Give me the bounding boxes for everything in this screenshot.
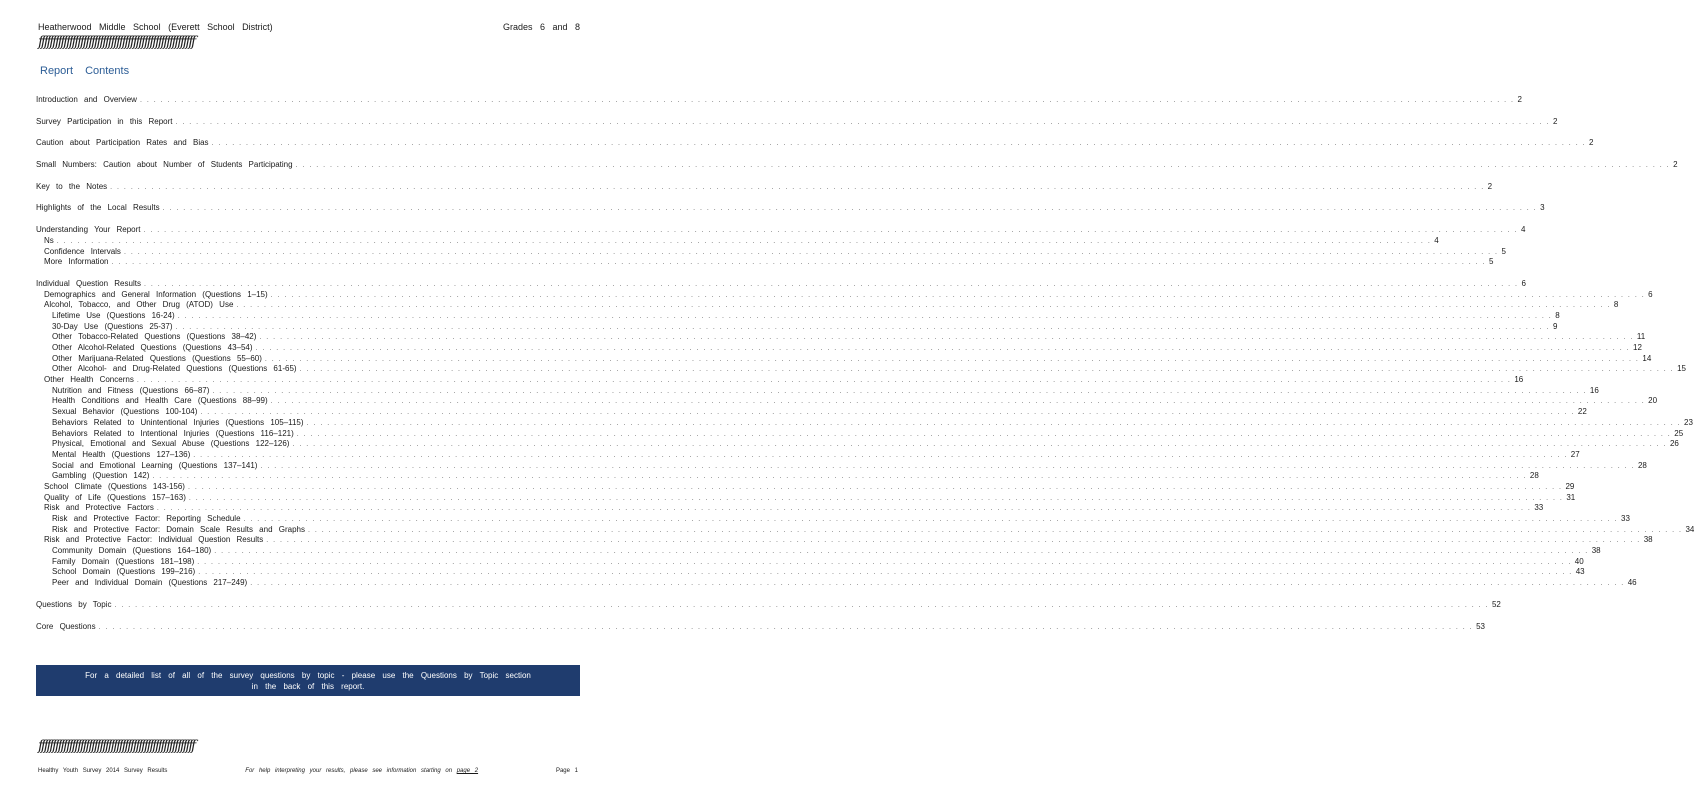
toc-entry-page: 2 — [1517, 95, 1522, 104]
toc-entry[interactable] — [36, 375, 1524, 386]
toc-entry-page: 46 — [1627, 578, 1637, 588]
footer-page-link[interactable]: page 2 — [456, 768, 479, 774]
toc-dot-leader: . . . . . . . . . . . . . . . . . . . . . . . . . . . . . . . . . . . . . . . . . . . . . . . . . . . . . . . . . . . . . . . . . . . . . . . . . . . . . . . . . . . . . . . . . . . . . . . . . . . . . . . . . . . . . . . . . . . . . . . . . . . . . . . . . . . . . . . . . . . . . . . . . . . . . . . . . . . . . . . . . . . . . . . . . . . . . . . . . . . . . . . . . . . . . . . . . . . . . . . . — [211, 140, 1587, 148]
toc-entry-page: 25 — [1674, 428, 1684, 438]
toc-dot-leader: . . . . . . . . . . . . . . . . . . . . . . . . . . . . . . . . . . . . . . . . . . . . . . . . . . . . . . . . . . . . . . . . . . . . . . . . . . . . . . . . . . . . . . . . . . . . . . . . . . . . . . . . . . . . . . . . . . . . . . . . . . . . . . . . . . . . . . . . . . . . . . . . . . . . . . . . . . . . . . . . . . . . . . . . . . . . . . . . . . . . . . . . . . . . . . . . . . . . . . . . — [197, 558, 1572, 566]
toc-dot-leader: . . . . . . . . . . . . . . . . . . . . . . . . . . . . . . . . . . . . . . . . . . . . . . . . . . . . . . . . . . . . . . . . . . . . . . . . . . . . . . . . . . . . . . . . . . . . . . . . . . . . . . . . . . . . . . . . . . . . . . . . . . . . . . . . . . . . . . . . . . . . . . . . . . . . . . . . . . . . . . . . . . . . . . . . . . . . . . . . . . . . . . . . . . . . . . . . . . . . . . . . — [175, 118, 1550, 126]
toc-entry-title: Small Numbers: Caution about Number of Students Participating — [36, 160, 293, 170]
toc-entry-page: 14 — [1642, 353, 1652, 363]
toc-dot-leader: . . . . . . . . . . . . . . . . . . . . . . . . . . . . . . . . . . . . . . . . . . . . . . . . . . . . . . . . . . . . . . . . . . . . . . . . . . . . . . . . . . . . . . . . . . . . . . . . . . . . . . . . . . . . . . . . . . . . . . . . . . . . . . . . . . . . . . . . . . . . . . . . . . . . . . . . . . . . . . . . . . . . . . . . . . . . . . . . . . . . . . . . . . . . . . . . . . . . . . . . — [110, 183, 1485, 191]
toc-entry-title: School Climate (Questions 143-156) — [44, 481, 185, 491]
toc-entry-title: 30-Day Use (Questions 25-37) — [52, 321, 173, 331]
toc-dot-leader: . . . . . . . . . . . . . . . . . . . . . . . . . . . . . . . . . . . . . . . . . . . . . . . . . . . . . . . . . . . . . . . . . . . . . . . . . . . . . . . . . . . . . . . . . . . . . . . . . . . . . . . . . . . . . . . . . . . . . . . . . . . . . . . . . . . . . . . . . . . . . . . . . . . . . . . . . . . . . . . . . . . . . . . . . . . . . . . . . . . . . . . . . . . . . . . . . . . . . . . . — [212, 387, 1587, 395]
toc-entry[interactable] — [36, 449, 1580, 461]
toc-dot-leader: . . . . . . . . . . . . . . . . . . . . . . . . . . . . . . . . . . . . . . . . . . . . . . . . . . . . . . . . . . . . . . . . . . . . . . . . . . . . . . . . . . . . . . . . . . . . . . . . . . . . . . . . . . . . . . . . . . . . . . . . . . . . . . . . . . . . . . . . . . . . . . . . . . . . . . . . . . . . . . . . . . . . . . . . . . . . . . . . . . . . . . . . . . . . . . . . . . . . . . . . — [270, 398, 1646, 406]
page-header — [38, 22, 580, 32]
toc-entry[interactable] — [36, 278, 1526, 290]
toc-dot-leader: . . . . . . . . . . . . . . . . . . . . . . . . . . . . . . . . . . . . . . . . . . . . . . . . . . . . . . . . . . . . . . . . . . . . . . . . . . . . . . . . . . . . . . . . . . . . . . . . . . . . . . . . . . . . . . . . . . . . . . . . . . . . . . . . . . . . . . . . . . . . . . . . . . . . . . . . . . . . . . . . . . . . . . . . . . . . . . . . . . . . . . . . . . . . . . . . . . . . . . . . — [111, 259, 1486, 267]
toc-entry[interactable] — [36, 385, 1599, 397]
toc-entry[interactable] — [36, 310, 1560, 322]
toc-entry-title: Gambling (Question 142) — [52, 471, 150, 481]
toc-entry-title: Peer and Individual Domain (Questions 217–249) — [52, 578, 248, 588]
toc-entry[interactable] — [36, 396, 1658, 407]
toc-entry-title: Risk and Protective Factor: Reporting Schedule — [52, 514, 241, 523]
toc-entry-title: Health Conditions and Health Care (Questions 88–99) — [52, 396, 268, 406]
toc-entry-title: Other Health Concerns — [44, 375, 134, 385]
toc-entry[interactable] — [36, 503, 1544, 514]
toc-entry[interactable] — [36, 567, 1585, 578]
toc-dot-leader: . . . . . . . . . . . . . . . . . . . . . . . . . . . . . . . . . . . . . . . . . . . . . . . . . . . . . . . . . . . . . . . . . . . . . . . . . . . . . . . . . . . . . . . . . . . . . . . . . . . . . . . . . . . . . . . . . . . . . . . . . . . . . . . . . . . . . . . . . . . . . . . . . . . . . . . . . . . . . . . . . . . . . . . . . . . . . . . . . . . . . . . . . . . . . . . . . . . . . . . . — [143, 227, 1519, 235]
toc-dot-leader: . . . . . . . . . . . . . . . . . . . . . . . . . . . . . . . . . . . . . . . . . . . . . . . . . . . . . . . . . . . . . . . . . . . . . . . . . . . . . . . . . . . . . . . . . . . . . . . . . . . . . . . . . . . . . . . . . . . . . . . . . . . . . . . . . . . . . . . . . . . . . . . . . . . . . . . . . . . . . . . . . . . . . . . . . . . . . . . . . . . . . . . . . . . . . . . . . . . . . . . . — [198, 569, 1573, 577]
toc-entry[interactable] — [36, 332, 1646, 343]
toc-entry-title: Risk and Protective Factors — [44, 503, 154, 513]
toc-dot-leader: . . . . . . . . . . . . . . . . . . . . . . . . . . . . . . . . . . . . . . . . . . . . . . . . . . . . . . . . . . . . . . . . . . . . . . . . . . . . . . . . . . . . . . . . . . . . . . . . . . . . . . . . . . . . . . . . . . . . . . . . . . . . . . . . . . . . . . . . . . . . . . . . . . . . . . . . . . . . . . . . . . . . . . . . . . . . . . . . . . . . . . . . . . . . . . . . . . . . . . . . — [152, 473, 1527, 481]
toc-entry[interactable] — [36, 621, 1485, 633]
toc-entry-title: Caution about Participation Rates and Bias — [36, 138, 209, 148]
toc-dot-leader: . . . . . . . . . . . . . . . . . . . . . . . . . . . . . . . . . . . . . . . . . . . . . . . . . . . . . . . . . . . . . . . . . . . . . . . . . . . . . . . . . . . . . . . . . . . . . . . . . . . . . . . . . . . . . . . . . . . . . . . . . . . . . . . . . . . . . . . . . . . . . . . . . . . . . . . . . . . . . . . . . . . . . . . . . . . . . . . . . . . . . . . . . . . . . . . . . . . . . . . . — [187, 483, 1563, 491]
toc-entry-title: Behaviors Related to Intentional Injuries (Questions 116–121) — [52, 428, 294, 438]
toc-entry-page: 20 — [1648, 396, 1658, 406]
toc-entry-title: Introduction and Overview — [36, 95, 137, 104]
toc-dot-leader: . . . . . . . . . . . . . . . . . . . . . . . . . . . . . . . . . . . . . . . . . . . . . . . . . . . . . . . . . . . . . . . . . . . . . . . . . . . . . . . . . . . . . . . . . . . . . . . . . . . . . . . . . . . . . . . . . . . . . . . . . . . . . . . . . . . . . . . . . . . . . . . . . . . . . . . . . . . . . . . . . . . . . . . . . . . . . . . . . . . . . . . . . . . . . . . . . . . . . . . . — [306, 419, 1682, 427]
toc-entry-page: 40 — [1574, 556, 1584, 566]
toc-entry[interactable] — [36, 203, 1545, 214]
toc-dot-leader: . . . . . . . . . . . . . . . . . . . . . . . . . . . . . . . . . . . . . . . . . . . . . . . . . . . . . . . . . . . . . . . . . . . . . . . . . . . . . . . . . . . . . . . . . . . . . . . . . . . . . . . . . . . . . . . . . . . . . . . . . . . . . . . . . . . . . . . . . . . . . . . . . . . . . . . . . . . . . . . . . . . . . . . . . . . . . . . . . . . . . . . . . . . . . . . . . . . . . . . . — [175, 323, 1550, 331]
toc-entry[interactable] — [36, 246, 1506, 258]
toc-entry[interactable] — [36, 364, 1686, 375]
toc-entry-title: Core Questions — [36, 621, 96, 631]
toc-entry[interactable] — [36, 321, 1558, 333]
toc-entry-page: 43 — [1575, 567, 1585, 577]
toc-entry-page: 4 — [1521, 225, 1526, 235]
toc-entry-title: Quality of Life (Questions 157–163) — [44, 492, 186, 502]
toc-dot-leader: . . . . . . . . . . . . . . . . . . . . . . . . . . . . . . . . . . . . . . . . . . . . . . . . . . . . . . . . . . . . . . . . . . . . . . . . . . . . . . . . . . . . . . . . . . . . . . . . . . . . . . . . . . . . . . . . . . . . . . . . . . . . . . . . . . . . . . . . . . . . . . . . . . . . . . . . . . . . . . . . . . . . . . . . . . . . . . . . . . . . . . . . . . . . . . . . . . . . . . . . — [188, 494, 1564, 502]
toc-entry-title: Behaviors Related to Unintentional Injuries (Questions 105–115) — [52, 417, 304, 427]
toc-dot-leader: . . . . . . . . . . . . . . . . . . . . . . . . . . . . . . . . . . . . . . . . . . . . . . . . . . . . . . . . . . . . . . . . . . . . . . . . . . . . . . . . . . . . . . . . . . . . . . . . . . . . . . . . . . . . . . . . . . . . . . . . . . . . . . . . . . . . . . . . . . . . . . . . . . . . . . . . . . . . . . . . . . . . . . . . . . . . . . . . . . . . . . . . . . . . . . . . . . . . . . . . — [193, 451, 1568, 459]
toc-entry-page: 5 — [1501, 246, 1506, 256]
toc-entry[interactable] — [36, 524, 1694, 536]
toc-entry-page: 8 — [1555, 310, 1560, 320]
toc-entry-title: Alcohol, Tobacco, and Other Drug (ATOD) Use — [44, 300, 234, 310]
toc-entry-title: Physical, Emotional and Sexual Abuse (Questions 122–126) — [52, 439, 290, 449]
toc-entry-page: 12 — [1633, 343, 1642, 352]
banner-line-2: in the back of this report. — [251, 681, 365, 691]
toc-entry-title: Lifetime Use (Questions 16-24) — [52, 310, 175, 320]
toc-dot-leader: . . . . . . . . . . . . . . . . . . . . . . . . . . . . . . . . . . . . . . . . . . . . . . . . . . . . . . . . . . . . . . . . . . . . . . . . . . . . . . . . . . . . . . . . . . . . . . . . . . . . . . . . . . . . . . . . . . . . . . . . . . . . . . . . . . . . . . . . . . . . . . . . . . . . . . . . . . . . . . . . . . . . . . . . . . . . . . . . . . . . . . . . . . . . . . . . . . . . . . . . — [307, 526, 1683, 534]
toc-entry-page: 9 — [1553, 321, 1558, 331]
toc-dot-leader: . . . . . . . . . . . . . . . . . . . . . . . . . . . . . . . . . . . . . . . . . . . . . . . . . . . . . . . . . . . . . . . . . . . . . . . . . . . . . . . . . . . . . . . . . . . . . . . . . . . . . . . . . . . . . . . . . . . . . . . . . . . . . . . . . . . . . . . . . . . . . . . . . . . . . . . . . . . . . . . . . . . . . . . . . . . . . . . . . . . . . . . . . . . . . . . . . . . . . . . . — [260, 462, 1635, 470]
toc-entry[interactable] — [36, 257, 1494, 268]
toc-entry[interactable] — [36, 160, 1678, 171]
toc-entry[interactable] — [36, 578, 1637, 589]
toc-entry-page: 23 — [1684, 417, 1693, 427]
toc-entry-title: Family Domain (Questions 181–198) — [52, 556, 195, 566]
toc-entry-page: 16 — [1589, 385, 1599, 395]
toc-entry-page: 22 — [1577, 407, 1587, 417]
toc-entry-page: 15 — [1677, 364, 1686, 374]
toc-dot-leader: . . . . . . . . . . . . . . . . . . . . . . . . . . . . . . . . . . . . . . . . . . . . . . . . . . . . . . . . . . . . . . . . . . . . . . . . . . . . . . . . . . . . . . . . . . . . . . . . . . . . . . . . . . . . . . . . . . . . . . . . . . . . . . . . . . . . . . . . . . . . . . . . . . . . . . . . . . . . . . . . . . . . . . . . . . . . . . . . . . . . . . . . . . . . . . . . . . . . . . . . — [98, 623, 1474, 631]
toc-entry-title: Other Tobacco-Related Questions (Questions 38–42) — [52, 332, 257, 342]
toc-dot-leader: . . . . . . . . . . . . . . . . . . . . . . . . . . . . . . . . . . . . . . . . . . . . . . . . . . . . . . . . . . . . . . . . . . . . . . . . . . . . . . . . . . . . . . . . . . . . . . . . . . . . . . . . . . . . . . . . . . . . . . . . . . . . . . . . . . . . . . . . . . . . . . . . . . . . . . . . . . . . . . . . . . . . . . . . . . . . . . . . . . . . . . . . . . . . . . . . . . . . . . . . — [56, 237, 1432, 245]
toc-entry[interactable] — [36, 353, 1652, 365]
toc-entry-title: More Information — [44, 257, 109, 267]
toc-dot-leader: . . . . . . . . . . . . . . . . . . . . . . . . . . . . . . . . . . . . . . . . . . . . . . . . . . . . . . . . . . . . . . . . . . . . . . . . . . . . . . . . . . . . . . . . . . . . . . . . . . . . . . . . . . . . . . . . . . . . . . . . . . . . . . . . . . . . . . . . . . . . . . . . . . . . . . . . . . . . . . . . . . . . . . . . . . . . . . . . . . . . . . . . . . . . . . . . . . . . . . . . — [114, 601, 1489, 609]
toc-dot-leader: . . . . . . . . . . . . . . . . . . . . . . . . . . . . . . . . . . . . . . . . . . . . . . . . . . . . . . . . . . . . . . . . . . . . . . . . . . . . . . . . . . . . . . . . . . . . . . . . . . . . . . . . . . . . . . . . . . . . . . . . . . . . . . . . . . . . . . . . . . . . . . . . . . . . . . . . . . . . . . . . . . . . . . . . . . . . . . . . . . . . . . . . . . . . . . . . . . . . . . . . — [156, 505, 1532, 513]
toc-entry-title: Nutrition and Fitness (Questions 66–87) — [52, 385, 210, 395]
toc-entry-title: Highlights of the Local Results — [36, 203, 160, 213]
toc-entry-page: 29 — [1565, 481, 1575, 491]
toc-entry-title: Community Domain (Questions 164–180) — [52, 546, 212, 556]
toc-dot-leader: . . . . . . . . . . . . . . . . . . . . . . . . . . . . . . . . . . . . . . . . . . . . . . . . . . . . . . . . . . . . . . . . . . . . . . . . . . . . . . . . . . . . . . . . . . . . . . . . . . . . . . . . . . . . . . . . . . . . . . . . . . . . . . . . . . . . . . . . . . . . . . . . . . . . . . . . . . . . . . . . . . . . . . . . . . . . . . . . . . . . . . . . . . . . . . . . . . . . . . . . — [296, 430, 1672, 438]
toc-entry[interactable] — [36, 514, 1630, 525]
toc-entry[interactable] — [36, 599, 1501, 611]
toc-dot-leader: . . . . . . . . . . . . . . . . . . . . . . . . . . . . . . . . . . . . . . . . . . . . . . . . . . . . . . . . . . . . . . . . . . . . . . . . . . . . . . . . . . . . . . . . . . . . . . . . . . . . . . . . . . . . . . . . . . . . . . . . . . . . . . . . . . . . . . . . . . . . . . . . . . . . . . . . . . . . . . . . . . . . . . . . . . . . . . . . . . . . . . . . . . . . . . . . . . . . . . . . — [292, 441, 1667, 449]
toc-entry-page: 52 — [1491, 599, 1501, 609]
toc-dot-leader: . . . . . . . . . . . . . . . . . . . . . . . . . . . . . . . . . . . . . . . . . . . . . . . . . . . . . . . . . . . . . . . . . . . . . . . . . . . . . . . . . . . . . . . . . . . . . . . . . . . . . . . . . . . . . . . . . . . . . . . . . . . . . . . . . . . . . . . . . . . . . . . . . . . . . . . . . . . . . . . . . . . . . . . . . . . . . . . . . . . . . . . . . . . . . . . . . . . . . . . . — [236, 302, 1611, 310]
toc-dot-leader: . . . . . . . . . . . . . . . . . . . . . . . . . . . . . . . . . . . . . . . . . . . . . . . . . . . . . . . . . . . . . . . . . . . . . . . . . . . . . . . . . . . . . . . . . . . . . . . . . . . . . . . . . . . . . . . . . . . . . . . . . . . . . . . . . . . . . . . . . . . . . . . . . . . . . . . . . . . . . . . . . . . . . . . . . . . . . . . . . . . . . . . . . . . . . . . . . . . . . . . . — [214, 548, 1589, 556]
footer-survey-title: Healthy Youth Survey 2014 Survey Results — [38, 768, 168, 774]
toc-entry-page: 6 — [1521, 278, 1526, 288]
toc-entry-page: 11 — [1636, 332, 1646, 342]
toc-entry[interactable] — [36, 95, 1522, 106]
school-name: Heatherwood Middle School (Everett School District) — [38, 22, 273, 32]
toc-dot-leader: . . . . . . . . . . . . . . . . . . . . . . . . . . . . . . . . . . . . . . . . . . . . . . . . . . . . . . . . . . . . . . . . . . . . . . . . . . . . . . . . . . . . . . . . . . . . . . . . . . . . . . . . . . . . . . . . . . . . . . . . . . . . . . . . . . . . . . . . . . . . . . . . . . . . . . . . . . . . . . . . . . . . . . . . . . . . . . . . . . . . . . . . . . . . . . . . . . . . . . . . — [200, 409, 1575, 417]
toc-entry-page: 38 — [1591, 546, 1601, 556]
toc-dot-leader: . . . . . . . . . . . . . . . . . . . . . . . . . . . . . . . . . . . . . . . . . . . . . . . . . . . . . . . . . . . . . . . . . . . . . . . . . . . . . . . . . . . . . . . . . . . . . . . . . . . . . . . . . . . . . . . . . . . . . . . . . . . . . . . . . . . . . . . . . . . . . . . . . . . . . . . . . . . . . . . . . . . . . . . . . . . . . . . . . . . . . . . . . . . . . . . . . . . . . . . . — [250, 580, 1625, 588]
toc-dot-leader: . . . . . . . . . . . . . . . . . . . . . . . . . . . . . . . . . . . . . . . . . . . . . . . . . . . . . . . . . . . . . . . . . . . . . . . . . . . . . . . . . . . . . . . . . . . . . . . . . . . . . . . . . . . . . . . . . . . . . . . . . . . . . . . . . . . . . . . . . . . . . . . . . . . . . . . . . . . . . . . . . . . . . . . . . . . . . . . . . . . . . . . . . . . . . . . . . . . . . . . . — [123, 248, 1499, 256]
toc-dot-leader: . . . . . . . . . . . . . . . . . . . . . . . . . . . . . . . . . . . . . . . . . . . . . . . . . . . . . . . . . . . . . . . . . . . . . . . . . . . . . . . . . . . . . . . . . . . . . . . . . . . . . . . . . . . . . . . . . . . . . . . . . . . . . . . . . . . . . . . . . . . . . . . . . . . . . . . . . . . . . . . . . . . . . . . . . . . . . . . . . . . . . . . . . . . . . . . . . . . . . . . . — [266, 537, 1641, 545]
report-contents-title: Report Contents — [40, 65, 130, 77]
toc-entry-title: Sexual Behavior (Questions 100-104) — [52, 407, 198, 417]
toc-dot-leader: . . . . . . . . . . . . . . . . . . . . . . . . . . . . . . . . . . . . . . . . . . . . . . . . . . . . . . . . . . . . . . . . . . . . . . . . . . . . . . . . . . . . . . . . . . . . . . . . . . . . . . . . . . . . . . . . . . . . . . . . . . . . . . . . . . . . . . . . . . . . . . . . . . . . . . . . . . . . . . . . . . . . . . . . . . . . . . . . . . . . . . . . . . . . . . . . . . . . . . . . — [139, 97, 1515, 104]
toc-entry-page: 2 — [1487, 181, 1493, 191]
toc-entry[interactable] — [36, 492, 1576, 504]
toc-entry-page: 3 — [1540, 203, 1545, 213]
toc-entry-title: Other Alcohol- and Drug-Related Questions (Questions 61-65) — [52, 364, 297, 374]
toc-entry[interactable] — [36, 289, 1653, 301]
footer-page-number: Page 1 — [555, 768, 578, 774]
toc-entry-title: Individual Question Results — [36, 278, 141, 288]
toc-dot-leader: . . . . . . . . . . . . . . . . . . . . . . . . . . . . . . . . . . . . . . . . . . . . . . . . . . . . . . . . . . . . . . . . . . . . . . . . . . . . . . . . . . . . . . . . . . . . . . . . . . . . . . . . . . . . . . . . . . . . . . . . . . . . . . . . . . . . . . . . . . . . . . . . . . . . . . . . . . . . . . . . . . . . . . . . . . . . . . . . . . . . . . . . . . . . . . . . . . . . . . . . — [270, 291, 1646, 299]
toc-dot-leader: . . . . . . . . . . . . . . . . . . . . . . . . . . . . . . . . . . . . . . . . . . . . . . . . . . . . . . . . . . . . . . . . . . . . . . . . . . . . . . . . . . . . . . . . . . . . . . . . . . . . . . . . . . . . . . . . . . . . . . . . . . . . . . . . . . . . . . . . . . . . . . . . . . . . . . . . . . . . . . . . . . . . . . . . . . . . . . . . . . . . . . . . . . . . . . . . . . . . . . . . — [143, 280, 1519, 288]
toc-entry[interactable] — [36, 225, 1526, 236]
toc-entry-title: Confidence Intervals — [44, 246, 121, 256]
toc-entry-title: Demographics and General Information (Questions 1–15) — [44, 289, 268, 299]
toc-entry[interactable] — [36, 300, 1619, 311]
toc-entry-page: 38 — [1643, 535, 1653, 545]
decorative-f-line-bottom: ffffffffffffffffffffffffffffffffffffffffffffffffffffffff — [38, 738, 194, 754]
toc-entry[interactable] — [36, 138, 1594, 149]
toc-entry-title: Ns — [44, 235, 54, 245]
toc-entry[interactable] — [36, 546, 1601, 557]
toc-entry[interactable] — [36, 407, 1587, 418]
toc-entry[interactable] — [36, 481, 1575, 493]
toc-dot-leader: . . . . . . . . . . . . . . . . . . . . . . . . . . . . . . . . . . . . . . . . . . . . . . . . . . . . . . . . . . . . . . . . . . . . . . . . . . . . . . . . . . . . . . . . . . . . . . . . . . . . . . . . . . . . . . . . . . . . . . . . . . . . . . . . . . . . . . . . . . . . . . . . . . . . . . . . . . . . . . . . . . . . . . . . . . . . . . . . . . . . . . . . . . . . . . . . . . . . . . . . — [299, 366, 1675, 374]
toc-entry-title: School Domain (Questions 199–216) — [52, 567, 196, 577]
toc-entry-page: 31 — [1566, 492, 1576, 502]
toc-entry-page: 28 — [1529, 471, 1539, 481]
toc-entry[interactable] — [36, 556, 1584, 568]
toc-entry[interactable] — [36, 343, 1642, 354]
toc-dot-leader: . . . . . . . . . . . . . . . . . . . . . . . . . . . . . . . . . . . . . . . . . . . . . . . . . . . . . . . . . . . . . . . . . . . . . . . . . . . . . . . . . . . . . . . . . . . . . . . . . . . . . . . . . . . . . . . . . . . . . . . . . . . . . . . . . . . . . . . . . . . . . . . . . . . . . . . . . . . . . . . . . . . . . . . . . . . . . . . . . . . . . . . . . . . . . . . . . . . . . . . . — [295, 162, 1671, 170]
footer-help-label: For help interpreting your results, please see information starting on — [245, 768, 453, 774]
toc-entry-page: 33 — [1534, 503, 1544, 513]
toc-entry-page: 53 — [1476, 621, 1485, 631]
toc-dot-leader: . . . . . . . . . . . . . . . . . . . . . . . . . . . . . . . . . . . . . . . . . . . . . . . . . . . . . . . . . . . . . . . . . . . . . . . . . . . . . . . . . . . . . . . . . . . . . . . . . . . . . . . . . . . . . . . . . . . . . . . . . . . . . . . . . . . . . . . . . . . . . . . . . . . . . . . . . . . . . . . . . . . . . . . . . . . . . . . . . . . . . . . . . . . . . . . . . . . . . . . . — [177, 312, 1553, 320]
toc-entry-title: Questions by Topic — [36, 599, 112, 609]
grades-label: Grades 6 and 8 — [502, 22, 580, 32]
toc-dot-leader: . . . . . . . . . . . . . . . . . . . . . . . . . . . . . . . . . . . . . . . . . . . . . . . . . . . . . . . . . . . . . . . . . . . . . . . . . . . . . . . . . . . . . . . . . . . . . . . . . . . . . . . . . . . . . . . . . . . . . . . . . . . . . . . . . . . . . . . . . . . . . . . . . . . . . . . . . . . . . . . . . . . . . . . . . . . . . . . . . . . . . . . . . . . . . . . . . . . . . . . . — [243, 516, 1619, 523]
toc-entry-page: 4 — [1434, 235, 1439, 245]
toc-dot-leader: . . . . . . . . . . . . . . . . . . . . . . . . . . . . . . . . . . . . . . . . . . . . . . . . . . . . . . . . . . . . . . . . . . . . . . . . . . . . . . . . . . . . . . . . . . . . . . . . . . . . . . . . . . . . . . . . . . . . . . . . . . . . . . . . . . . . . . . . . . . . . . . . . . . . . . . . . . . . . . . . . . . . . . . . . . . . . . . . . . . . . . . . . . . . . . . . . . . . . . . . — [264, 355, 1640, 363]
toc-entry-title: Other Marijuana-Related Questions (Questions 55–60) — [52, 353, 262, 363]
toc-entry-title: Social and Emotional Learning (Questions 137–141) — [52, 460, 258, 470]
toc-dot-leader: . . . . . . . . . . . . . . . . . . . . . . . . . . . . . . . . . . . . . . . . . . . . . . . . . . . . . . . . . . . . . . . . . . . . . . . . . . . . . . . . . . . . . . . . . . . . . . . . . . . . . . . . . . . . . . . . . . . . . . . . . . . . . . . . . . . . . . . . . . . . . . . . . . . . . . . . . . . . . . . . . . . . . . . . . . . . . . . . . . . . . . . . . . . . . . . . . . . . . . . . — [162, 205, 1538, 213]
toc-entry[interactable] — [36, 439, 1679, 450]
toc-entry-title: Key to the Notes — [36, 181, 108, 191]
toc-entry[interactable] — [36, 235, 1439, 247]
toc-entry-page: 27 — [1570, 449, 1580, 459]
banner-line-1: For a detailed list of all of the survey questions by topic - please use the Questions by Topic section — [85, 670, 531, 680]
toc-dot-leader: . . . . . . . . . . . . . . . . . . . . . . . . . . . . . . . . . . . . . . . . . . . . . . . . . . . . . . . . . . . . . . . . . . . . . . . . . . . . . . . . . . . . . . . . . . . . . . . . . . . . . . . . . . . . . . . . . . . . . . . . . . . . . . . . . . . . . . . . . . . . . . . . . . . . . . . . . . . . . . . . . . . . . . . . . . . . . . . . . . . . . . . . . . . . . . . . . . . . . . . . — [255, 345, 1631, 352]
toc-entry-page: 8 — [1613, 300, 1619, 310]
toc-entry-title: Risk and Protective Factor: Domain Scale Results and Graphs — [52, 524, 305, 534]
toc-entry[interactable] — [36, 181, 1493, 193]
toc-entry[interactable] — [36, 471, 1539, 482]
toc-entry-page: 33 — [1621, 514, 1630, 523]
toc-entry-title: Mental Health (Questions 127–136) — [52, 449, 191, 459]
toc-entry-title: Risk and Protective Factor: Individual Question Results — [44, 535, 264, 545]
toc-entry-title: Other Alcohol-Related Questions (Questions 43–54) — [52, 343, 253, 352]
toc-dot-leader: . . . . . . . . . . . . . . . . . . . . . . . . . . . . . . . . . . . . . . . . . . . . . . . . . . . . . . . . . . . . . . . . . . . . . . . . . . . . . . . . . . . . . . . . . . . . . . . . . . . . . . . . . . . . . . . . . . . . . . . . . . . . . . . . . . . . . . . . . . . . . . . . . . . . . . . . . . . . . . . . . . . . . . . . . . . . . . . . . . . . . . . . . . . . . . . . . . . . . . . . — [259, 334, 1634, 342]
toc-entry-page: 26 — [1669, 439, 1679, 449]
decorative-f-line-top: ffffffffffffffffffffffffffffffffffffffffffffffffffffffff — [38, 34, 194, 50]
page-footer — [38, 768, 578, 774]
topic-info-banner — [36, 665, 580, 696]
toc-dot-leader: . . . . . . . . . . . . . . . . . . . . . . . . . . . . . . . . . . . . . . . . . . . . . . . . . . . . . . . . . . . . . . . . . . . . . . . . . . . . . . . . . . . . . . . . . . . . . . . . . . . . . . . . . . . . . . . . . . . . . . . . . . . . . . . . . . . . . . . . . . . . . . . . . . . . . . . . . . . . . . . . . . . . . . . . . . . . . . . . . . . . . . . . . . . . . . . . . . . . . . . . — [136, 377, 1512, 385]
toc-entry-title: Understanding Your Report — [36, 225, 141, 235]
toc-entry-page: 2 — [1589, 138, 1594, 148]
toc-entry-title: Survey Participation in this Report — [36, 116, 173, 126]
toc-entry-page: 28 — [1637, 460, 1647, 470]
toc-entry-page: 5 — [1488, 257, 1494, 267]
toc-entry-page: 34 — [1685, 524, 1694, 534]
toc-entry[interactable] — [36, 116, 1558, 128]
toc-entry[interactable] — [36, 535, 1653, 546]
toc-entry-page: 2 — [1673, 160, 1678, 170]
table-of-contents — [36, 95, 1694, 632]
toc-entry-page: 2 — [1553, 116, 1558, 126]
toc-entry[interactable] — [36, 428, 1684, 440]
toc-entry-page: 16 — [1514, 375, 1524, 385]
toc-entry-page: 6 — [1648, 289, 1653, 299]
toc-entry[interactable] — [36, 460, 1647, 472]
footer-help-text — [245, 768, 478, 774]
toc-entry[interactable] — [36, 417, 1693, 429]
